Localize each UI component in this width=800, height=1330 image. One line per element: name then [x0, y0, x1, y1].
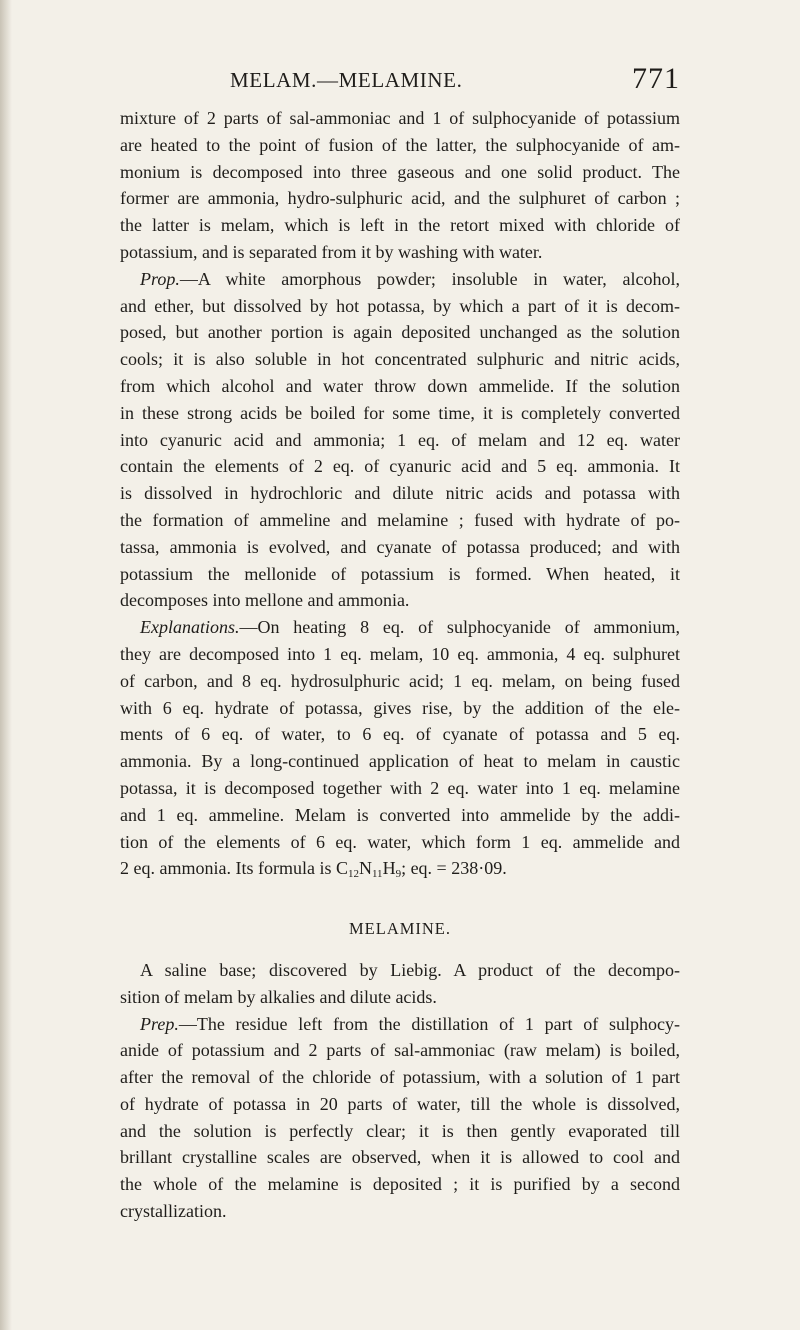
text-line: ammonia. By a long-continued application of heat to melam in caustic: [120, 751, 680, 772]
prop-label: Prop.: [140, 268, 180, 289]
explanations-first-text: —On heating 8 eq. of sulphocyanide of ammonium,: [239, 617, 680, 638]
text-line: [120, 1011, 680, 1038]
prep-first-text: —The residue left from the distillation of 1 part of sulphocy-: [178, 1013, 680, 1034]
formula-element: N: [358, 858, 372, 879]
text-line: former are ammonia, hydro-sulphuric acid, and the sulphuret of carbon ;: [120, 188, 680, 209]
formula-suffix: ; eq. = 238·09.: [401, 858, 507, 879]
page-body: [120, 105, 680, 1225]
text-line: is dissolved in hydrochloric and dilute nitric acids and potassa with: [120, 483, 680, 504]
text-line: potassium, and is separated from it by washing with water.: [120, 241, 543, 262]
text-line: sition of melam by alkalies and dilute acids.: [120, 986, 437, 1007]
text-line: brillant crystalline scales are observed, when it is allowed to cool and: [120, 1147, 680, 1168]
melamine-intro-paragraph: [120, 957, 680, 1011]
prep-label: Prep.: [140, 1013, 179, 1034]
text-line: A saline base; discovered by Liebig. A product of the decompo-: [140, 959, 680, 980]
text-line: they are decomposed into 1 eq. melam, 10 eq. ammonia, 4 eq. sulphuret: [120, 643, 680, 664]
text-line: mixture of 2 parts of sal-ammoniac and 1 of sulphocyanide of potassium: [120, 108, 680, 128]
explanations-label: Explanations.: [140, 617, 240, 638]
melam-intro-paragraph: [120, 105, 680, 266]
text-line: ments of 6 eq. of water, to 6 eq. of cyanate of potassa and 5 eq.: [120, 724, 680, 745]
text-line: of hydrate of potassa in 20 parts of water, till the whole is dissolved,: [120, 1093, 680, 1114]
text-line: cools; it is also soluble in hot concentrated sulphuric and nitric acids,: [120, 349, 680, 370]
text-line: tassa, ammonia is evolved, and cyanate of potassa produced; and with: [120, 536, 680, 557]
running-head: [120, 62, 680, 98]
text-line: the formation of ammeline and melamine ; fused with hydrate of po-: [120, 509, 680, 530]
formula-subscript: 11: [371, 868, 383, 881]
text-line: crystallization.: [120, 1201, 227, 1222]
page-number: 771: [632, 62, 680, 95]
formula-subscript: 9: [395, 868, 402, 881]
formula-element: H: [382, 858, 396, 879]
page-gutter-shadow: [0, 0, 12, 1330]
text-line: and the solution is perfectly clear; it is then gently evaporated till: [120, 1120, 680, 1141]
text-line: tion of the elements of 6 eq. water, which form 1 eq. ammelide and: [120, 831, 680, 852]
text-line: [120, 614, 680, 641]
text-line: posed, but another portion is again deposited unchanged as the solution: [120, 322, 680, 343]
melam-properties-paragraph: [120, 266, 680, 614]
running-title: MELAM.—MELAMINE.: [230, 68, 463, 92]
text-line: from which alcohol and water throw down ammelide. If the solution: [120, 375, 680, 396]
text-line: with 6 eq. hydrate of potassa, gives rise, by the addition of the ele-: [120, 697, 680, 718]
formula-subscript: 12: [347, 868, 359, 881]
text-line: [120, 266, 680, 293]
text-line: potassium the mellonide of potassium is formed. When heated, it: [120, 563, 680, 584]
text-line: decomposes into mellone and ammonia.: [120, 590, 410, 611]
text-line: are heated to the point of fusion of the latter, the sulphocyanide of am-: [120, 134, 680, 155]
text-line: monium is decomposed into three gaseous and one solid product. The: [120, 161, 680, 182]
text-line: in these strong acids be boiled for some time, it is completely converted: [120, 402, 680, 423]
formula-line: [120, 855, 680, 882]
prop-first-text: —A white amorphous powder; insoluble in water, alcohol,: [179, 268, 680, 289]
section-heading-melamine: MELAMINE.: [348, 919, 452, 939]
text-line: potassa, it is decomposed together with 2 eq. water into 1 eq. melamine: [120, 777, 680, 798]
melam-explanations-paragraph: [120, 614, 680, 882]
text-line: contain the elements of 2 eq. of cyanuric acid and 5 eq. ammonia. It: [120, 456, 680, 477]
text-line: and 1 eq. ammeline. Melam is converted into ammelide by the addi-: [120, 804, 680, 825]
formula-prefix: 2 eq. ammonia. Its formula is C: [120, 858, 348, 879]
text-line: anide of potassium and 2 parts of sal-ammoniac (raw melam) is boiled,: [120, 1040, 680, 1061]
text-line: the whole of the melamine is deposited ; it is purified by a second: [120, 1174, 680, 1195]
text-line: of carbon, and 8 eq. hydrosulphuric acid; 1 eq. melam, on being fused: [120, 670, 680, 691]
text-line: into cyanuric acid and ammonia; 1 eq. of melam and 12 eq. water: [120, 429, 680, 450]
text-line: after the removal of the chloride of potassium, with a solution of 1 part: [120, 1067, 680, 1088]
text-line: the latter is melam, which is left in the retort mixed with chloride of: [120, 215, 680, 236]
melamine-preparation-paragraph: [120, 1011, 680, 1225]
text-line: and ether, but dissolved by hot potassa, by which a part of it is decom-: [120, 295, 680, 316]
